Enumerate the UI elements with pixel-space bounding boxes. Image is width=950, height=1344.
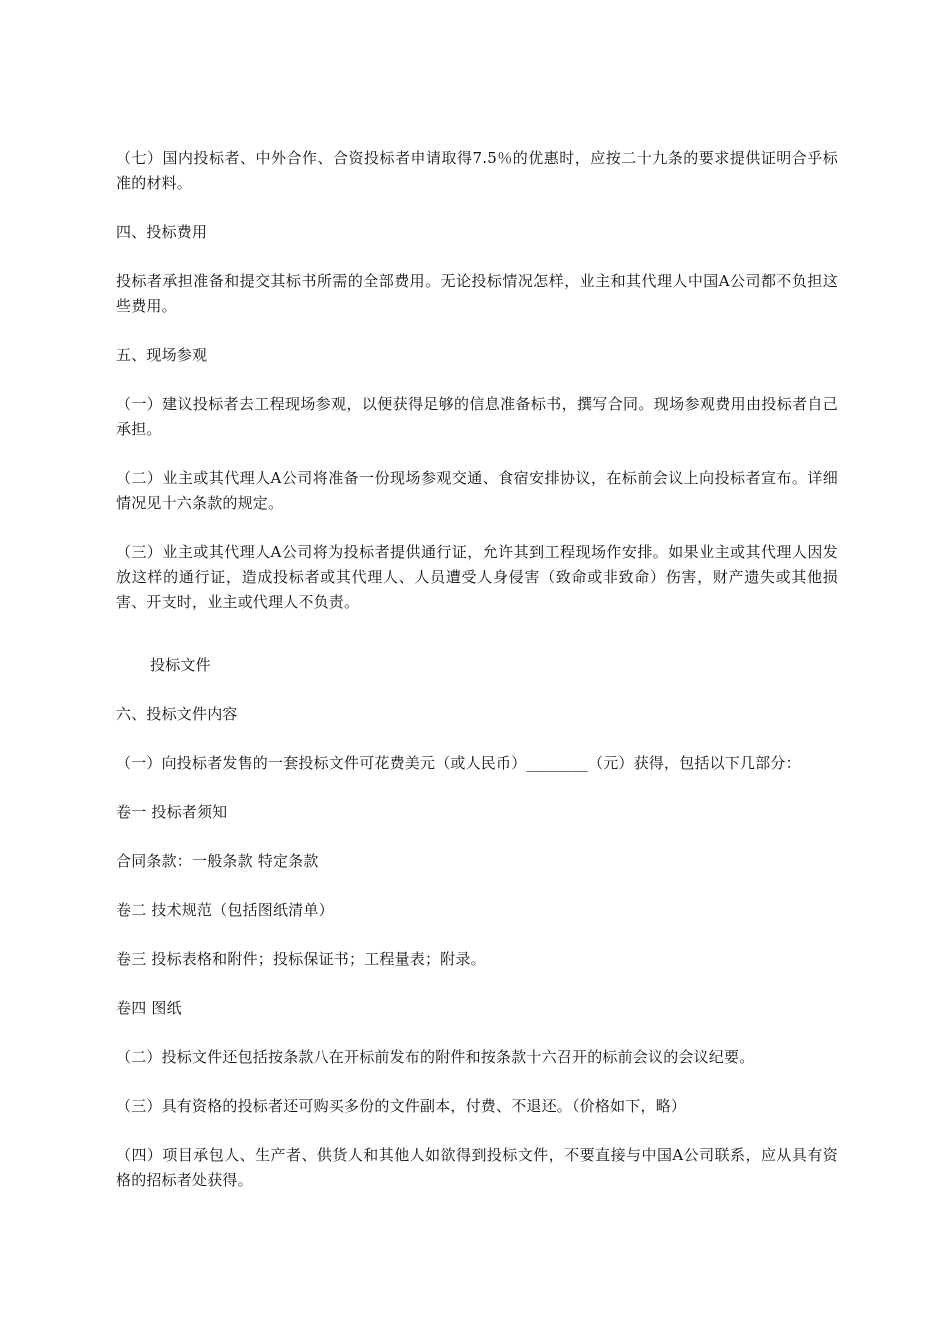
document-page [116, 146, 838, 1217]
volume-4: 卷四 图纸 [116, 999, 182, 1017]
section-title-bid-documents: 投标文件 [150, 656, 211, 674]
para-bid-cost: 投标者承担准备和提交其标书所需的全部费用。无论投标情况怎样，业主和其代理人中国A公司都不负担这些费用。 [116, 272, 838, 315]
heading-bid-cost: 四、投标费用 [116, 223, 208, 241]
para-site-visit-1: （一）建议投标者去工程现场参观，以便获得足够的信息准备标书，撰写合同。现场参观费用由投标者自己承担。 [116, 395, 838, 438]
volume-3: 卷三 投标表格和附件；投标保证书；工程量表；附录。 [116, 950, 486, 968]
para-bid-document-annex: （二）投标文件还包括按条款八在开标前发布的附件和按条款十六召开的标前会议的会议纪要。 [116, 1048, 755, 1066]
para-site-visit-3: （三）业主或其代理人A公司将为投标者提供通行证，允许其到工程现场作安排。如果业主或其代理人因发放这样的通行证，造成投标者或其代理人、人员遭受人身侵害（致命或非致命）伤害，财产遗失或其他损害、开支时，业主或代理人不负责。 [116, 543, 838, 611]
heading-site-visit: 五、现场参观 [116, 346, 208, 364]
volume-1: 卷一 投标者须知 [116, 803, 228, 821]
para-bid-document-price: （一）向投标者发售的一套投标文件可花费美元（或人民币）________（元）获得，包括以下几部分： [116, 754, 801, 772]
para-bidder-preference-material: （七）国内投标者、中外合作、合资投标者申请取得7.5％的优惠时，应按二十九条的要求提供证明合乎标准的材料。 [116, 149, 838, 192]
para-site-visit-2: （二）业主或其代理人A公司将准备一份现场参观交通、食宿安排协议，在标前会议上向投标者宣布。详细情况见十六条款的规定。 [116, 469, 838, 512]
contract-terms: 合同条款：一般条款 特定条款 [116, 852, 319, 870]
para-extra-copies: （三）具有资格的投标者还可购买多份的文件副本，付费、不退还。（价格如下，略） [116, 1097, 687, 1115]
volume-2: 卷二 技术规范（包括图纸清单） [116, 901, 334, 919]
para-obtain-documents: （四）项目承包人、生产者、供货人和其他人如欲得到投标文件，不要直接与中国A公司联系，应从具有资格的招标者处获得。 [116, 1146, 838, 1189]
heading-bid-document-contents: 六、投标文件内容 [116, 705, 238, 723]
